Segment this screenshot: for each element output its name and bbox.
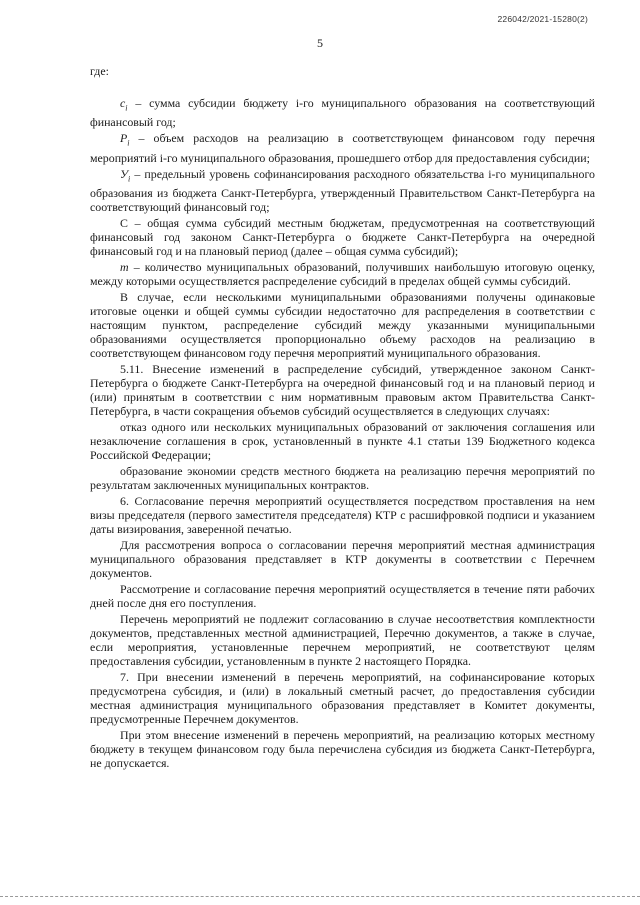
paragraph-m: m – количество муниципальных образований, получивших наибольшую итоговую оценку, между которыми осуществляется распределение субсидий в пределах общей суммы субсидий. — [90, 260, 595, 289]
paragraph-refusal: отказ одного или нескольких муниципальных образований от заключения соглашения или незаключение соглашения в срок, установленный в пункте 4.1 статьи 139 Бюджетного кодекса Российской Федерации; — [90, 420, 595, 463]
scan-edge-line — [0, 893, 640, 897]
paragraph-c: С – общая сумма субсидий местным бюджетам, предусмотренная на соответствующий финансовый год законом Санкт-Петербурга о бюджете Санкт-Петербурга на очередной финансовый год и на плановый период (далее – общая сумма субсидий); — [90, 216, 595, 259]
paragraph-pi: $P_i$ – объем расходов на реализацию в соответствующем финансовом году перечня мероприятий i-го муниципального образования, прошедшего отбор для предоставления субсидии; — [90, 131, 595, 165]
paragraph-rejection: Перечень мероприятий не подлежит согласованию в случае несоответствия комплектности документов, представленных местной администрацией, Перечню документов, а также в случае, если мероприятия, установленные перечнем мероприятий, не соответствуют целям предоставления субсидии, установленным в пункте 2 настоящего Порядка. — [90, 612, 595, 669]
paragraph-savings: образование экономии средств местного бюджета на реализацию перечня мероприятий по результатам заключенных муниципальных контрактов. — [90, 464, 595, 493]
symbol-m: m — [120, 260, 129, 275]
paragraph-no-changes: При этом внесение изменений в перечень мероприятий, на реализацию которых местному бюджету в текущем финансовом году была перечислена субсидия из бюджета Санкт-Петербурга, не допускается. — [90, 728, 595, 771]
paragraph-equal-scores: В случае, если несколькими муниципальными образованиями получены одинаковые итоговые оценки и общей суммы субсидии недостаточно для распределения в соответствии с настоящим пунктом, распределение субсидий между указанными муниципальными образованиями осуществляется пропорционально объему расходов на реализацию в соответствующем финансовом году перечня мероприятий муниципального образования. — [90, 290, 595, 361]
symbol-p: $P_i$ — [120, 131, 130, 148]
page-number: 5 — [317, 36, 323, 50]
paragraph-submission: Для рассмотрения вопроса о согласовании перечня мероприятий местная администрация муниципального образования представляет в КТР документы в соответствии с Перечнем документов. — [90, 538, 595, 581]
document-id: 226042/2021-15280(2) — [497, 14, 588, 24]
document-body — [90, 64, 595, 772]
paragraph-7: 7. При внесении изменений в перечень мероприятий, на софинансирование которых предусмотрена субсидия, и (или) в локальный сметный расчет, до предоставления субсидии местная администрация муниципального образования представляет в Комитет документы, предусмотренные Перечнем документов. — [90, 670, 595, 727]
symbol-y: $У_i$ — [120, 166, 131, 184]
symbol-c: $c_i$ — [120, 96, 128, 113]
paragraph-6: 6. Согласование перечня мероприятий осуществляется посредством проставления на нем визы председателя (первого заместителя председателя) КТР с расшифровкой подписи и указанием даты визирования, заверенной печатью. — [90, 494, 595, 537]
paragraph-5-11: 5.11. Внесение изменений в распределение субсидий, утвержденное законом Санкт-Петербурга о бюджете Санкт-Петербурга на очередной финансовый год и на плановый период и (или) принятым в соответствии с ним нормативным правовым актом Правительства Санкт-Петербурга, в части сокращения объемов субсидий осуществляется в следующих случаях: — [90, 362, 595, 419]
paragraph-where: где: — [90, 64, 109, 78]
paragraph-review-term: Рассмотрение и согласование перечня мероприятий осуществляется в течение пяти рабочих дней после дня его поступления. — [90, 582, 595, 611]
paragraph-yi: $У_i$ – предельный уровень софинансирования расходного обязательства i-го муниципального образования из бюджета Санкт-Петербурга, утвержденный Правительством Санкт-Петербурга на соответствующий финансовый год; — [90, 166, 595, 215]
paragraph-ci: $c_i$ – сумма субсидии бюджету i-го муниципального образования на соответствующий финансовый год; — [90, 96, 595, 130]
